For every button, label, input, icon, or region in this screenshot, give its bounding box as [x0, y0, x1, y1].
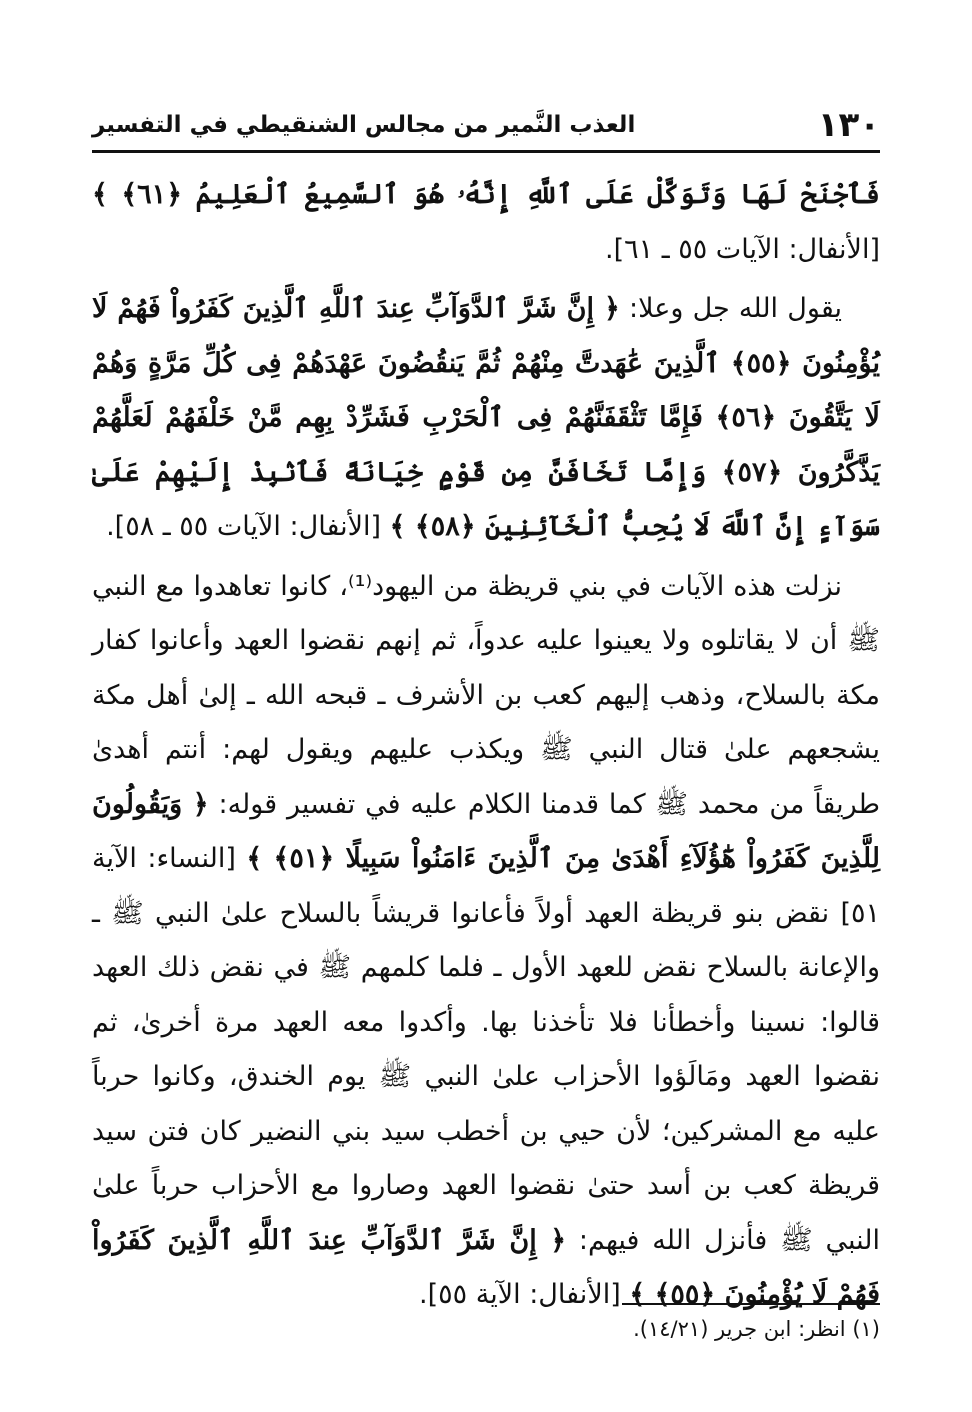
book-title: العذب النَّمير من مجالس الشنقيطي في التفسير [92, 112, 636, 138]
quran-verse: ﴿ إِنَّ شَرَّ ٱلدَّوَآبِّ عِندَ ٱللَّهِ ٱلَّذِينَ كَفَرُواْ فَهُمْ لَا يُؤْمِنُونَ ﴿٥٥﴾ ٱلَّذِينَ عَٰهَدتَّ مِنْهُمْ ثُمَّ يَنقُضُونَ عَهْدَهُمْ فِى كُلِّ مَرَّةٍ وَهُمْ لَا يَتَّقُونَ ﴿٥٦﴾ فَإِمَّا تَثْقَفَنَّهُمْ فِى ٱلْحَرْبِ فَشَرِّدْ بِهِم مَّنْ خَلْفَهُمْ لَعَلَّهُمْ يَذَّكَّرُونَ ﴿٥٧﴾ وَإِمَّا تَخَافَنَّ مِن قَوْمٍ خِيَانَةً فَٱنۢبِذْ إِلَيْهِمْ عَلَىٰ سَوَآءٍ إِنَّ ٱللَّهَ لَا يُحِبُّ ٱلْخَآئِنِينَ ﴿٥٨﴾ ﴾ [92, 293, 881, 542]
paragraph-text: [النساء: الآية ٥١] نقض بنو قريظة العهد أولاً فأعانوا قريشاً بالسلاح علىٰ النبي ﷺ ـ والإعانة بالسلاح نقض للعهد الأول ـ فلما كلمهم ﷺ في نقض ذلك العهد قالوا: نسينا وأخطأنا فلا تأخذنا بها. وأكدوا معه العهد مرة أخرىٰ، ثم نقضوا العهد ومَالَؤوا الأحزاب علىٰ النبي ﷺ يوم الخندق، وكانوا حرباً عليه مع المشركين؛ لأن حيي بن أخطب سيد بني النضير كان فتن سيد قريظة كعب بن أسد حتىٰ نقضوا العهد وصاروا مع الأحزاب حرباً علىٰ النبي ﷺ فأنزل الله فيهم: [92, 843, 880, 1256]
paragraph-text: نزلت هذه الآيات في بني قريظة من اليهود⁽¹⁾، كانوا تعاهدوا مع النبي ﷺ أن لا يقاتلوه ولا يعينوا عليه عدواً، ثم إنهم نقضوا العهد وأعانوا كفار مكة بالسلاح، وذهب إليهم كعب بن الأشرف ـ قبحه الله ـ إلىٰ أهل مكة يشجعهم علىٰ قتال النبي ﷺ ويكذب عليهم ويقول لهم: أنتم أهدىٰ طريقاً من محمد ﷺ كما قدمنا الكلام عليه في تفسير قوله: [92, 570, 880, 820]
footnote: (١) انظر: ابن جرير (١٤/٢١). [633, 1317, 880, 1341]
quran-verse: ﴿ إِنَّ شَرَّ ٱلدَّوَآبِّ عِندَ ٱللَّهِ ٱلَّذِينَ كَفَرُواْ فَهُمْ لَا يُؤْمِنُونَ ﴿٥٥﴾ ﴾ [92, 1224, 880, 1310]
main-text [92, 168, 880, 1328]
verse-reference: [الأنفال: الآيات ٥٥ ـ ٥٨]. [106, 511, 390, 542]
verse-reference: [الأنفال: الآية ٥٥]. [419, 1279, 630, 1310]
page-number: ١٣٠ [817, 105, 880, 145]
quran-verse: ﴿ وَيَقُولُونَ لِلَّذِينَ كَفَرُواْ هَٰٓؤُلَآءِ أَهْدَىٰ مِنَ ٱلَّذِينَ ءَامَنُواْ سَبِيلًا ﴿٥١﴾ ﴾ [92, 788, 880, 874]
paragraph-3 [92, 560, 880, 1323]
quran-verse: فَٱجْنَحْ لَهَا وَتَوَكَّلْ عَلَى ٱللَّهِ إِنَّهُۥ هُوَ ٱلسَّمِيعُ ٱلْعَلِيمُ ﴿٦١﴾ ﴾ [92, 179, 880, 210]
paragraph-1 [92, 168, 880, 277]
paragraph-intro: يقول الله جل وعلا: [619, 293, 842, 324]
verse-reference: [الأنفال: الآيات ٥٥ ـ ٦١]. [604, 233, 880, 265]
footnote-divider [622, 1303, 880, 1305]
running-header [92, 100, 880, 153]
paragraph-2 [92, 282, 880, 555]
